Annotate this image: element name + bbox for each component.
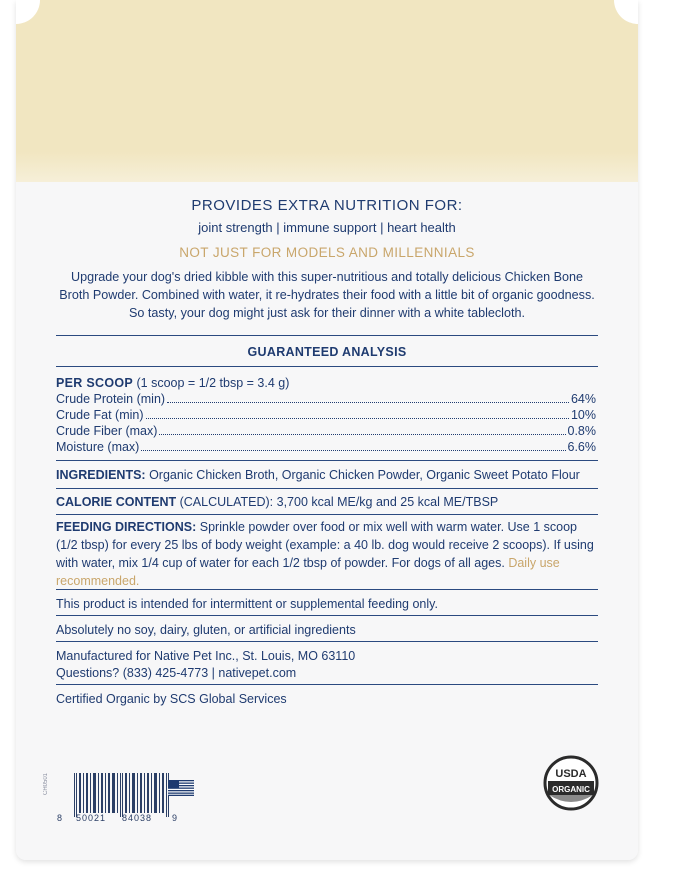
feeding-label: FEEDING DIRECTIONS: <box>56 520 197 534</box>
guaranteed-analysis-title: GUARANTEED ANALYSIS <box>247 345 407 359</box>
analysis-row-name: Moisture (max) <box>56 440 140 454</box>
analysis-row <box>56 408 596 422</box>
analysis-row-name: Crude Fat (min) <box>56 408 144 422</box>
leader-dots <box>141 450 565 451</box>
barcode-side-code: CH0501 <box>43 773 49 796</box>
ingredients-label: INGREDIENTS: <box>56 468 146 482</box>
leader-dots <box>159 434 565 435</box>
analysis-row <box>56 392 596 406</box>
analysis-row-value: 0.8% <box>567 424 596 438</box>
feeding-text: Sprinkle powder over food or mix well with warm water. Use 1 scoop (1/2 tbsp) for every 25 lbs of body weight (example: a 40 lb. dog would receive 2 scoops). If using with water, mix 1/4 cup of water for each 1/2 tbsp of powder. For dogs of all ages. <box>56 520 594 570</box>
intermittent-feeding-note: This product is intended for intermittent or supplemental feeding only. <box>56 597 438 611</box>
per-scoop-line <box>56 376 289 390</box>
usda-text: USDA <box>555 768 587 780</box>
barcode-right-digit: 9 <box>172 813 178 823</box>
certified-organic-line: Certified Organic by SCS Global Services <box>56 692 287 706</box>
extra-nutrition-heading: PROVIDES EXTRA NUTRITION FOR: <box>191 197 463 214</box>
us-flag-icon <box>168 780 194 796</box>
ingredients-line <box>56 466 598 484</box>
per-scoop-label: PER SCOOP <box>56 376 134 390</box>
analysis-row <box>56 440 596 454</box>
analysis-row-value: 6.6% <box>567 440 596 454</box>
daily-use-note: Daily use recommended. <box>56 556 560 588</box>
per-scoop-note: (1 scoop = 1/2 tbsp = 3.4 g) <box>133 376 290 390</box>
calorie-text: (CALCULATED): 3,700 kcal ME/kg and 25 kcal ME/TBSP <box>176 495 499 509</box>
barcode-group-1: 50021 <box>76 813 107 823</box>
divider <box>56 641 598 642</box>
organic-text: ORGANIC <box>552 785 590 794</box>
benefits-line: joint strength | immune support | heart health <box>198 220 456 235</box>
analysis-row-name: Crude Protein (min) <box>56 392 166 406</box>
divider <box>56 589 598 590</box>
divider <box>56 488 598 489</box>
usda-organic-seal-icon <box>543 755 599 811</box>
analysis-row <box>56 424 596 438</box>
free-from-note: Absolutely no soy, dairy, gluten, or artificial ingredients <box>56 623 356 637</box>
divider <box>56 460 598 461</box>
leader-dots <box>167 402 569 403</box>
feeding-directions <box>56 518 598 590</box>
analysis-row-value: 64% <box>570 392 596 406</box>
ingredients-text: Organic Chicken Broth, Organic Chicken Powder, Organic Sweet Potato Flour <box>145 468 580 482</box>
divider <box>56 335 598 336</box>
divider <box>56 366 598 367</box>
barcode-group-2: 84038 <box>122 813 153 823</box>
product-bag-back <box>16 0 638 860</box>
intro-paragraph: Upgrade your dog's dried kibble with this super-nutritious and totally delicious Chicken Bone Broth Powder. Combined with water, it re-hydrates their food with a little bit of organic goodness. So tasty, your dog might just ask for their dinner with a white tablecloth. <box>59 270 595 320</box>
barcode-left-digit: 8 <box>57 813 63 823</box>
leader-dots <box>146 418 569 419</box>
questions-line: Questions? (833) 425-4773 | nativepet.com <box>56 666 297 680</box>
calorie-label: CALORIE CONTENT <box>56 495 177 509</box>
divider <box>56 684 598 685</box>
calorie-line <box>56 493 598 511</box>
divider <box>56 615 598 616</box>
tagline: NOT JUST FOR MODELS AND MILLENNIALS <box>179 245 475 260</box>
analysis-row-name: Crude Fiber (max) <box>56 424 158 438</box>
bag-top-band <box>16 0 638 182</box>
divider <box>56 514 598 515</box>
manufacturer-line: Manufactured for Native Pet Inc., St. Louis, MO 63110 <box>56 649 356 663</box>
analysis-row-value: 10% <box>570 408 596 422</box>
